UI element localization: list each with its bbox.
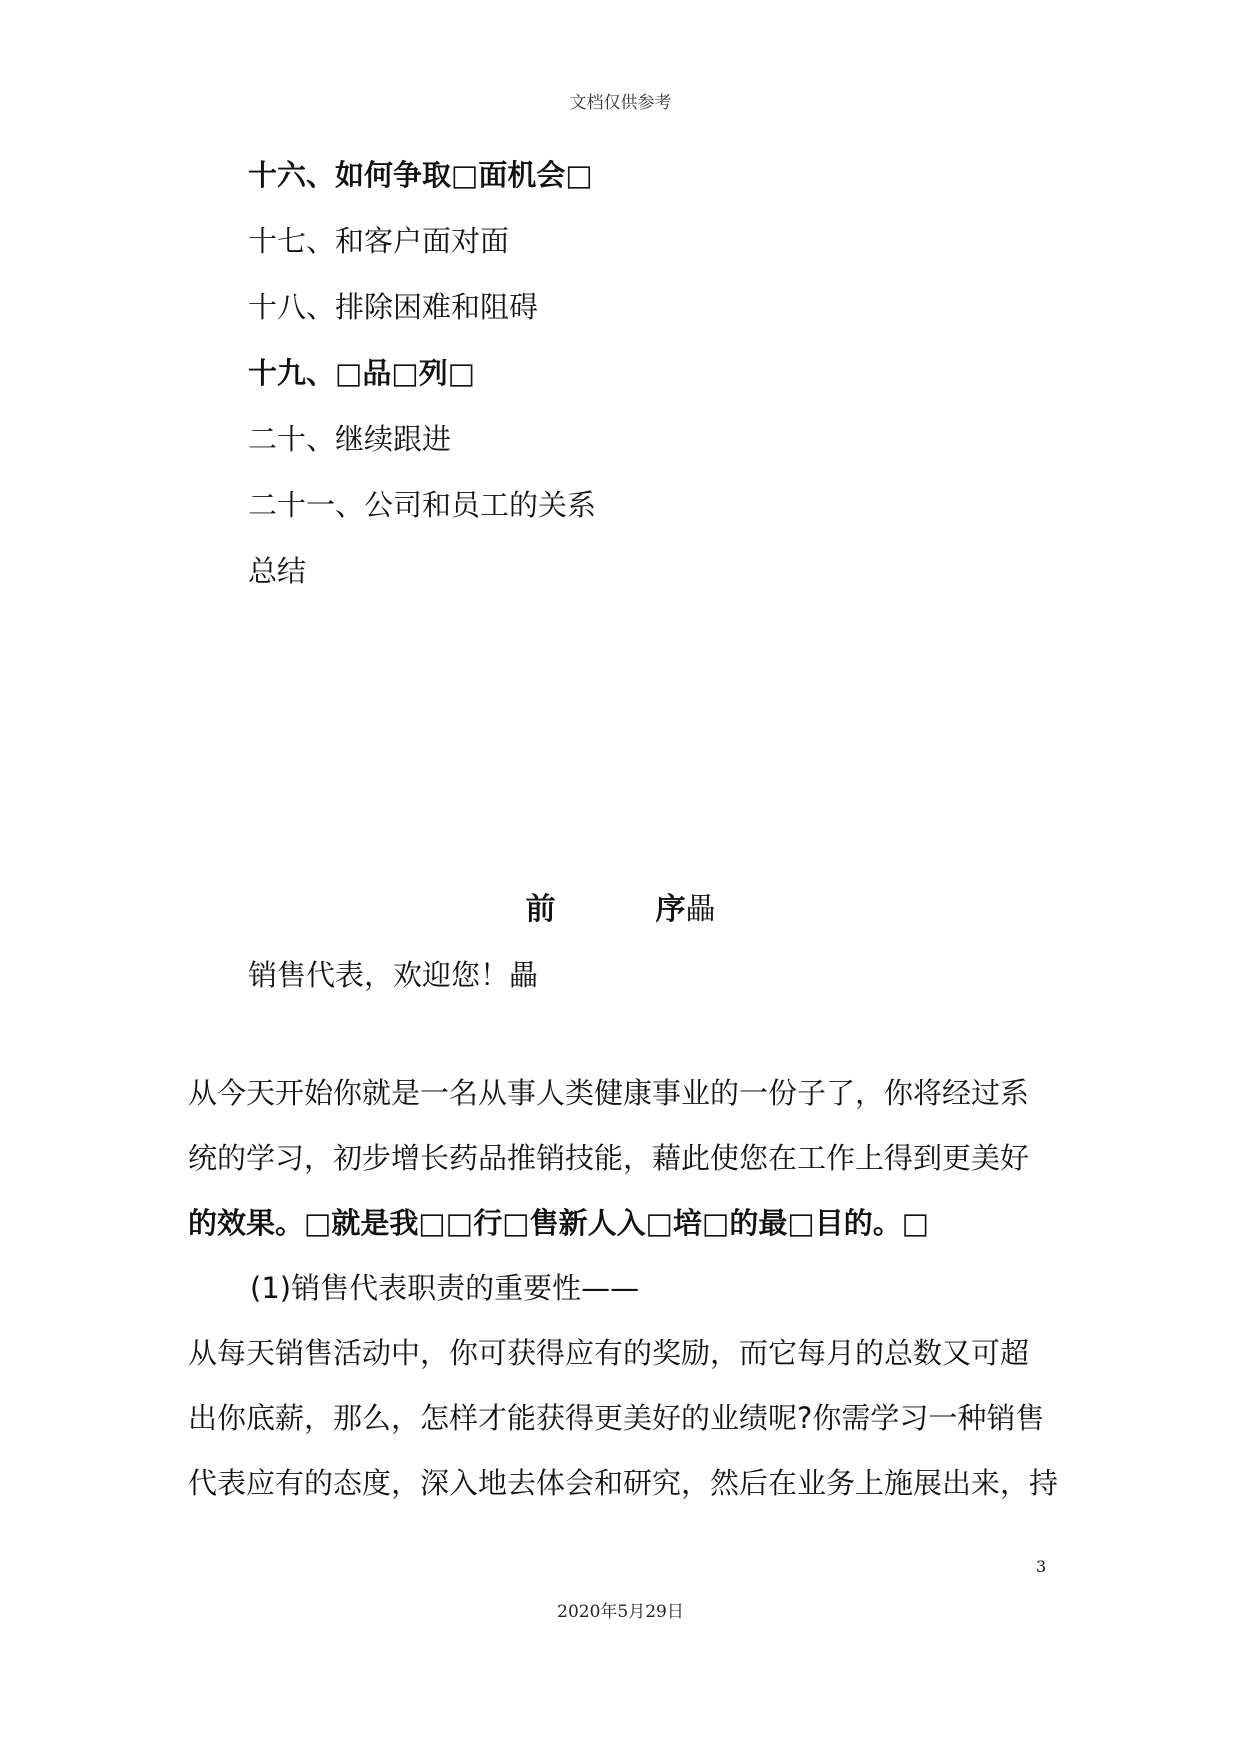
toc-item: 十八、排除困难和阻碍 [248, 290, 539, 324]
toc-item: 十九、□品□列□ [248, 356, 476, 390]
body-line: 的效果。□就是我□□行□售新人入□培□的最□目的。□ [188, 1206, 930, 1240]
toc-item: 二十、继续跟进 [248, 422, 452, 456]
body-line: 统的学习，初步增长药品推销技能，藉此使您在工作上得到更美好 [188, 1141, 1030, 1175]
body-line: 从每天销售活动中，你可获得应有的奖励，而它每月的总数又可超 [188, 1336, 1030, 1370]
table-of-contents [248, 160, 596, 622]
toc-item: 二十一、公司和员工的关系 [248, 488, 597, 522]
section-title-suffix: 畾 [685, 892, 716, 927]
section-title [0, 884, 1241, 928]
body-line: 代表应有的态度，深入地去体会和研究，然后在业务上施展出来，持 [188, 1466, 1059, 1500]
body-line: 出你底薪，那么，怎样才能获得更美好的业绩呢?你需学习一种销售 [188, 1401, 1045, 1435]
page-number: 3 [1036, 1557, 1047, 1576]
toc-item: 总结 [248, 554, 307, 588]
section-title-left: 前 [525, 892, 556, 927]
toc-item: 十六、如何争取□面机会□ [248, 158, 593, 192]
section-title-right: 序 [655, 892, 686, 927]
page-header: 文档仅供参考 [569, 93, 672, 113]
page-footer-date: 2020年5月29日 [557, 1602, 684, 1622]
body-paragraph [188, 1073, 1068, 1528]
body-line: 从今天开始你就是一名从事人类健康事业的一份子了，你将经过系 [188, 1076, 1030, 1110]
toc-item: 十七、和客户面对面 [248, 224, 510, 258]
greeting-line: 销售代表，欢迎您！畾 [248, 958, 539, 992]
body-line: (1)销售代表职责的重要性—— [250, 1271, 640, 1305]
